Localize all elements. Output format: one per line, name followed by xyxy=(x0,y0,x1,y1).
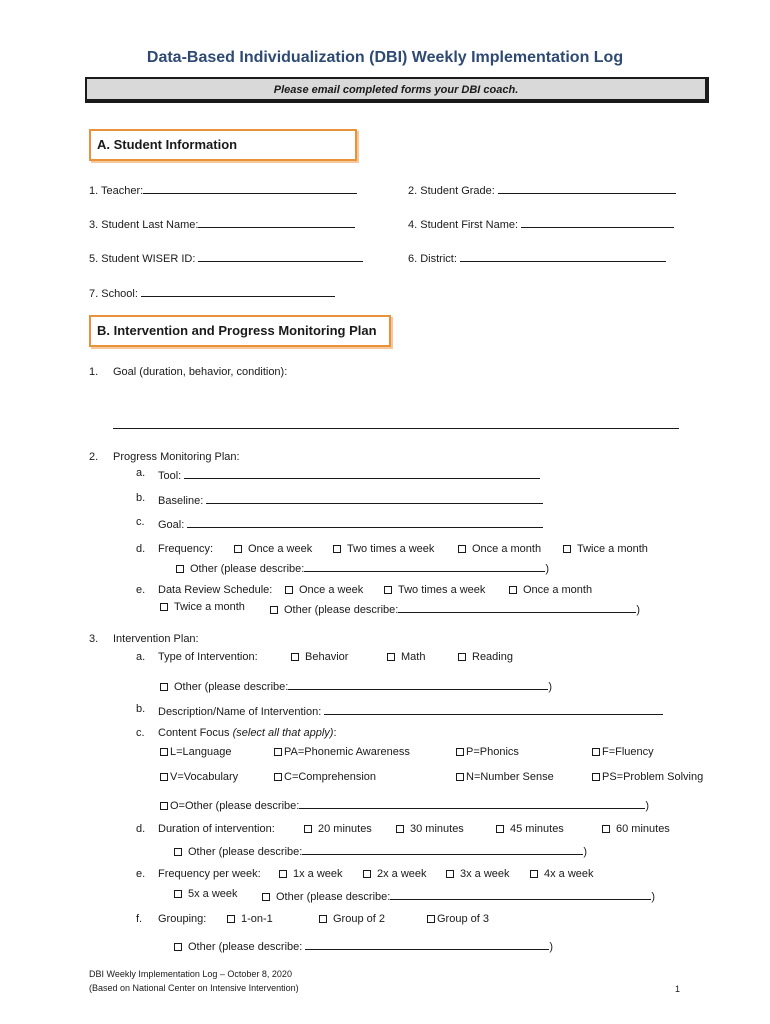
checkbox[interactable] xyxy=(227,915,235,923)
freq-3x[interactable]: 3x a week xyxy=(446,868,510,880)
duration-45[interactable]: 45 minutes xyxy=(496,823,564,835)
wiser-id-field[interactable] xyxy=(89,250,363,265)
page-title: Data-Based Individualization (DBI) Weekly Implementation Log xyxy=(146,49,624,66)
checkbox[interactable] xyxy=(592,773,600,781)
focus-phonics[interactable]: P=Phonics xyxy=(456,746,519,758)
pm-freq-other[interactable]: Other (please describe: ) xyxy=(176,560,549,575)
checkbox[interactable] xyxy=(446,870,454,878)
pm-freq-two-week[interactable]: Two times a week xyxy=(333,543,434,555)
teacher-label: 1. Teacher: xyxy=(89,185,144,197)
description-field[interactable] xyxy=(158,703,663,718)
pm-c-letter: c. xyxy=(136,516,145,528)
pm-a-letter: a. xyxy=(136,467,146,479)
checkbox[interactable] xyxy=(456,773,464,781)
duration-other[interactable]: Other (please describe: ) xyxy=(174,843,587,858)
checkbox[interactable] xyxy=(456,748,464,756)
email-notice-bar: Please email completed forms your DBI coach. xyxy=(85,77,709,103)
goal-answer-line[interactable] xyxy=(113,428,679,429)
pm-e-letter: e. xyxy=(136,584,146,596)
checkbox[interactable] xyxy=(279,870,287,878)
district-label: 6. District: xyxy=(408,253,457,265)
checkbox[interactable] xyxy=(160,683,168,691)
review-other[interactable]: Other (please describe: ) xyxy=(270,601,640,616)
last-name-field[interactable] xyxy=(89,216,355,231)
baseline-label: Baseline: xyxy=(158,495,204,507)
checkbox[interactable] xyxy=(396,825,404,833)
checkbox[interactable] xyxy=(262,893,270,901)
pm-frequency-label: Frequency: xyxy=(158,543,214,555)
pm-goal-field[interactable] xyxy=(158,516,543,531)
ip-c-letter: c. xyxy=(136,727,145,739)
tool-field[interactable] xyxy=(158,467,540,482)
duration-20[interactable]: 20 minutes xyxy=(304,823,372,835)
checkbox[interactable] xyxy=(387,653,395,661)
freq-4x[interactable]: 4x a week xyxy=(530,868,594,880)
checkbox[interactable] xyxy=(384,586,392,594)
pm-freq-once-week[interactable]: Once a week xyxy=(234,543,312,555)
checkbox[interactable] xyxy=(176,565,184,573)
frequency-label: Frequency per week: xyxy=(158,868,261,880)
type-reading[interactable]: Reading xyxy=(458,651,513,663)
ip-f-letter: f. xyxy=(136,913,143,925)
checkbox[interactable] xyxy=(160,603,168,611)
school-field[interactable] xyxy=(89,285,335,300)
checkbox[interactable] xyxy=(174,943,182,951)
baseline-field[interactable] xyxy=(158,492,543,507)
checkbox[interactable] xyxy=(496,825,504,833)
pm-freq-twice-month[interactable]: Twice a month xyxy=(563,543,648,555)
grade-field[interactable] xyxy=(408,182,676,197)
ip-number: 3. xyxy=(89,633,99,645)
goal-label: Goal (duration, behavior, condition): xyxy=(113,366,288,378)
focus-phonemic[interactable]: PA=Phonemic Awareness xyxy=(274,746,410,758)
group-of-3[interactable]: Group of 3 xyxy=(427,913,489,925)
intervention-type-label: Type of Intervention: xyxy=(158,651,258,663)
tool-label: Tool: xyxy=(158,470,182,482)
freq-2x[interactable]: 2x a week xyxy=(363,868,427,880)
duration-60[interactable]: 60 minutes xyxy=(602,823,670,835)
focus-fluency[interactable]: F=Fluency xyxy=(592,746,654,758)
focus-language[interactable]: L=Language xyxy=(160,746,231,758)
group-of-2[interactable]: Group of 2 xyxy=(319,913,385,925)
section-a-heading: A. Student Information xyxy=(89,129,357,161)
pm-freq-once-month[interactable]: Once a month xyxy=(458,543,541,555)
ip-label: Intervention Plan: xyxy=(113,633,199,645)
description-label: Description/Name of Intervention: xyxy=(158,706,322,718)
review-two-week[interactable]: Two times a week xyxy=(384,584,485,596)
pm-label: Progress Monitoring Plan: xyxy=(113,451,240,463)
freq-other[interactable]: Other (please describe: ) xyxy=(262,888,655,903)
content-focus-label: Content Focus (select all that apply): xyxy=(158,727,337,739)
checkbox[interactable] xyxy=(285,586,293,594)
checkbox[interactable] xyxy=(304,825,312,833)
freq-5x[interactable]: 5x a week xyxy=(174,888,238,900)
duration-label: Duration of intervention: xyxy=(158,823,275,835)
checkbox[interactable] xyxy=(333,545,341,553)
last-name-label: 3. Student Last Name: xyxy=(89,219,199,231)
focus-comprehension[interactable]: C=Comprehension xyxy=(274,771,376,783)
review-once-week[interactable]: Once a week xyxy=(285,584,363,596)
freq-1x[interactable]: 1x a week xyxy=(279,868,343,880)
checkbox[interactable] xyxy=(160,802,168,810)
checkbox[interactable] xyxy=(458,653,466,661)
page-number: 1 xyxy=(675,984,681,994)
checkbox[interactable] xyxy=(174,890,182,898)
checkbox[interactable] xyxy=(160,773,168,781)
ip-a-letter: a. xyxy=(136,651,146,663)
checkbox[interactable] xyxy=(319,915,327,923)
checkbox[interactable] xyxy=(291,653,299,661)
pm-goal-label: Goal: xyxy=(158,519,185,531)
school-label: 7. School: xyxy=(89,288,138,300)
type-math[interactable]: Math xyxy=(387,651,425,663)
first-name-field[interactable] xyxy=(408,216,674,231)
wiser-id-label: 5. Student WISER ID: xyxy=(89,253,196,265)
group-other[interactable]: Other (please describe: ) xyxy=(174,938,553,953)
checkbox[interactable] xyxy=(363,870,371,878)
review-twice-month[interactable]: Twice a month xyxy=(160,601,245,613)
checkbox[interactable] xyxy=(602,825,610,833)
footer-line-2: (Based on National Center on Intensive Intervention) xyxy=(89,983,299,993)
checkbox[interactable] xyxy=(234,545,242,553)
pm-b-letter: b. xyxy=(136,492,146,504)
focus-problem-solving[interactable]: PS=Problem Solving xyxy=(592,771,703,783)
focus-other[interactable]: O=Other (please describe: ) xyxy=(160,797,649,812)
footer-line-1: DBI Weekly Implementation Log – October 8, 2020 xyxy=(89,969,292,979)
focus-number-sense[interactable]: N=Number Sense xyxy=(456,771,554,783)
checkbox[interactable] xyxy=(509,586,517,594)
type-other[interactable]: Other (please describe: ) xyxy=(160,678,552,693)
checkbox[interactable] xyxy=(530,870,538,878)
data-review-label: Data Review Schedule: xyxy=(158,584,273,596)
type-behavior[interactable]: Behavior xyxy=(291,651,348,663)
review-once-month[interactable]: Once a month xyxy=(509,584,592,596)
checkbox[interactable] xyxy=(592,748,600,756)
focus-vocabulary[interactable]: V=Vocabulary xyxy=(160,771,238,783)
ip-d-letter: d. xyxy=(136,823,146,835)
duration-30[interactable]: 30 minutes xyxy=(396,823,464,835)
grade-label: 2. Student Grade: xyxy=(408,185,495,197)
goal-number: 1. xyxy=(89,366,99,378)
grouping-label: Grouping: xyxy=(158,913,207,925)
group-1on1[interactable]: 1-on-1 xyxy=(227,913,273,925)
checkbox[interactable] xyxy=(427,915,435,923)
ip-b-letter: b. xyxy=(136,703,146,715)
ip-e-letter: e. xyxy=(136,868,146,880)
checkbox[interactable] xyxy=(274,748,282,756)
checkbox[interactable] xyxy=(174,848,182,856)
pm-number: 2. xyxy=(89,451,99,463)
checkbox[interactable] xyxy=(458,545,466,553)
checkbox[interactable] xyxy=(160,748,168,756)
checkbox[interactable] xyxy=(563,545,571,553)
first-name-label: 4. Student First Name: xyxy=(408,219,519,231)
section-b-heading: B. Intervention and Progress Monitoring Plan xyxy=(89,315,391,347)
district-field[interactable] xyxy=(408,250,666,265)
checkbox[interactable] xyxy=(270,606,278,614)
checkbox[interactable] xyxy=(274,773,282,781)
teacher-field[interactable] xyxy=(89,182,357,197)
pm-d-letter: d. xyxy=(136,543,146,555)
